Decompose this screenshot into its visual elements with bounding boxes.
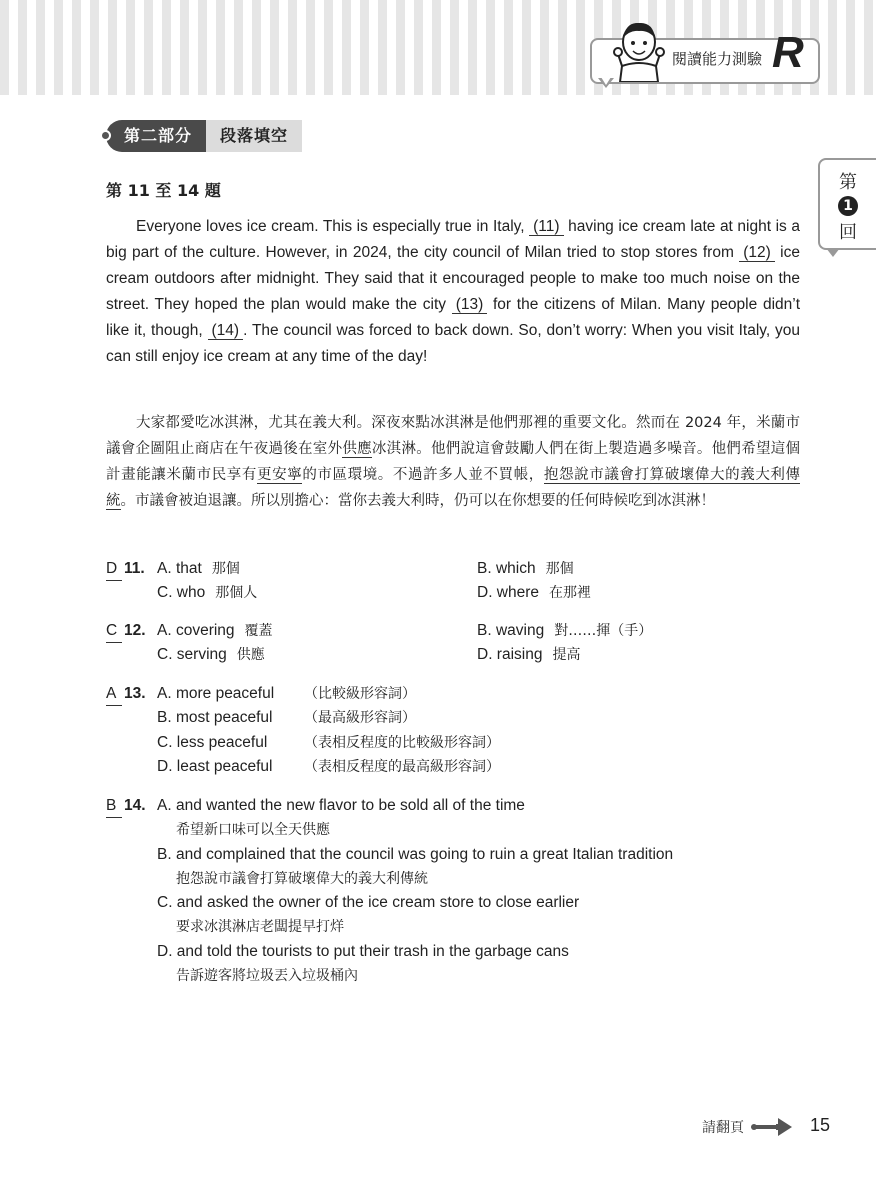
section-name: 段落填空 <box>206 120 302 152</box>
option-b: B. most peaceful <box>157 709 273 726</box>
option-a: A. that 那個 <box>157 560 240 577</box>
option-d: D. and told the tourists to put their trash in the garbage cans <box>157 943 569 960</box>
round-tab-tail <box>826 248 840 257</box>
option-a-translation: 希望新口味可以全天供應 <box>176 822 330 838</box>
option-a: A. covering 覆蓋 <box>157 622 273 639</box>
option-d: D. least peaceful <box>157 758 273 775</box>
option-c: C. who 那個人 <box>157 584 258 601</box>
question-number: 12. <box>124 622 146 639</box>
blank-13: (13) <box>452 296 488 314</box>
answer-13: A <box>106 683 122 706</box>
round-tab <box>818 158 876 250</box>
option-c: C. serving 供應 <box>157 646 265 663</box>
option-b: B. and complained that the council was going to ruin a great Italian tradition <box>157 846 674 863</box>
option-b: B. which 那個 <box>477 560 574 577</box>
option-a: A. and wanted the new flavor to be sold all of the time <box>157 797 525 814</box>
header-title: 閱讀能力測驗 <box>672 50 763 68</box>
translation: 大家都愛吃冰淇淋，尤其在義大利。深夜來點冰淇淋是他們那裡的重要文化。然而在 2024 年，米蘭市議會企圖阻止商店在午夜過後在室外供應冰淇淋。他們說這會鼓勵人們在街上製造過多噪音。他們希望這個計畫能讓米蘭市民享有更安寧的市區環境。不過許多人並不買帳，抱怨說市議會打算破壞偉大的義大利傳統。市議會被迫退讓。所以別擔心：當你去義大利時，仍可以在你想要的任何時候吃到冰淇淋！ <box>106 415 801 509</box>
page-number: 15 <box>810 1115 831 1135</box>
translation-underline-3: 抱怨說市議會打算破壞偉大的義大利傳統 <box>106 467 801 509</box>
question-number: 14. <box>124 797 146 814</box>
answer-14: B <box>106 795 122 818</box>
passage: Everyone loves ice cream. This is especially true in Italy, (11) having ice cream late at night is a big part of the culture. However, in 2024, the city council of Milan tried to stop stores from (12) ice cream outdoors after midnight. They said that it encouraged people to make too much noise on the street. They hoped the plan would make the city (13) for the citizens of Milan. Many people didn’t like it, though, (14) . The council was forced to back down. So, don’t worry: When you visit Italy, you can still enjoy ice cream at any time of the day! <box>106 218 800 365</box>
question-number: 11. <box>124 560 145 577</box>
arrow-right-icon <box>750 1115 794 1139</box>
option-d-note: （表相反程度的最高級形容詞） <box>304 759 500 775</box>
translation-underline-1: 供應 <box>342 441 372 457</box>
blank-12: (12) <box>739 244 775 262</box>
option-a: A. more peaceful <box>157 685 275 702</box>
option-d-translation: 告訴遊客將垃圾丟入垃圾桶內 <box>176 968 358 984</box>
option-c: C. and asked the owner of the ice cream store to close earlier <box>157 894 580 911</box>
turn-page-label: 請翻頁 <box>702 1120 744 1136</box>
option-b-translation: 抱怨說市議會打算破壞偉大的義大利傳統 <box>176 871 428 887</box>
section-dot-icon <box>100 130 111 141</box>
round-tab-top: 第 <box>839 172 857 193</box>
option-b: B. waving 對……揮（手） <box>477 622 653 639</box>
question-number: 13. <box>124 685 146 702</box>
answer-12: C <box>106 620 122 643</box>
round-number: 1 <box>838 196 858 216</box>
option-d: D. raising 提高 <box>477 646 581 663</box>
section-part: 第二部分 <box>106 120 206 152</box>
blank-11: (11) <box>529 218 563 236</box>
section-label <box>106 120 302 152</box>
round-tab-bottom: 回 <box>839 222 857 243</box>
option-c: C. less peaceful <box>157 734 268 751</box>
option-b-note: （最高級形容詞） <box>304 710 416 726</box>
option-c-translation: 要求冰淇淋店老闆提早打烊 <box>176 919 344 935</box>
option-c-note: （表相反程度的比較級形容詞） <box>304 735 500 751</box>
blank-14: (14) <box>208 322 244 340</box>
question-range: 第 11 至 14 題 <box>106 181 221 200</box>
header-letter: R <box>772 28 804 77</box>
option-a-note: （比較級形容詞） <box>304 686 416 702</box>
option-d: D. where 在那裡 <box>477 584 592 601</box>
translation-underline-2: 更安寧 <box>257 467 303 483</box>
mascot-boy-icon <box>608 18 670 82</box>
answer-11: D <box>106 558 122 581</box>
